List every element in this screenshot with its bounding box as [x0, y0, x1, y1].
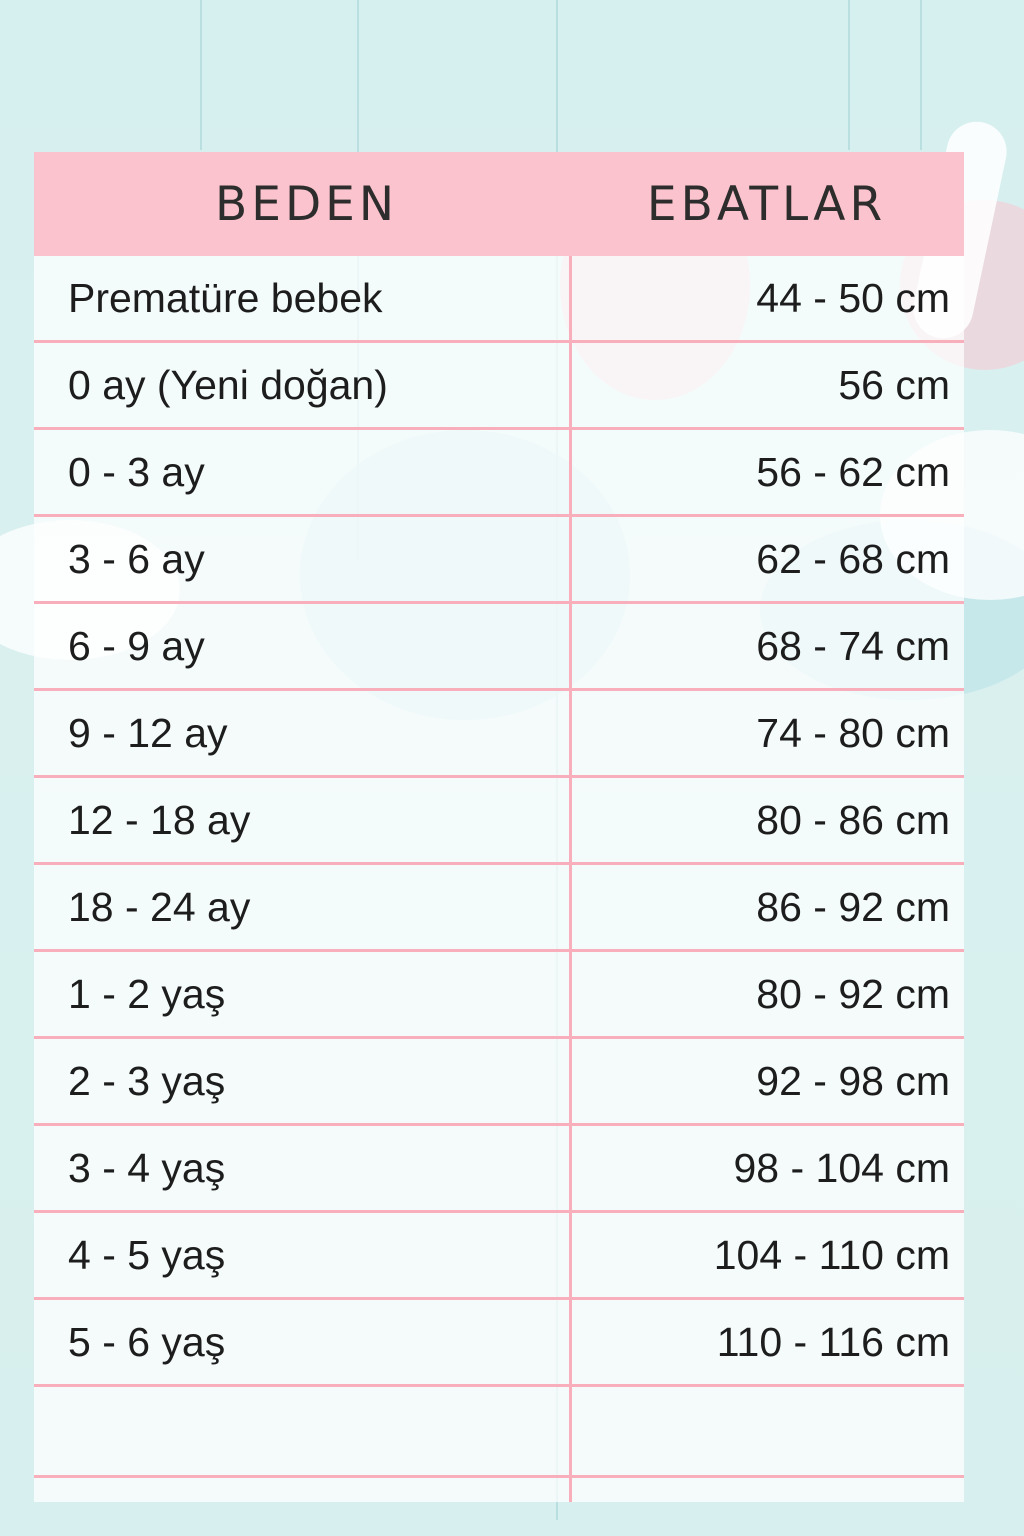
table-header-row: [34, 152, 964, 256]
cell-ebat: 74 - 80 cm: [756, 709, 950, 756]
cell-beden: 1 - 2 yaş: [68, 970, 226, 1017]
cell-beden: 4 - 5 yaş: [68, 1231, 226, 1278]
cell-ebat: 56 - 62 cm: [756, 448, 950, 495]
cell-ebat: 56 cm: [838, 361, 950, 408]
table-row: [34, 865, 964, 952]
cell-beden: 3 - 4 yaş: [68, 1144, 226, 1191]
cell-beden: 5 - 6 yaş: [68, 1318, 226, 1365]
cell-ebat: 92 - 98 cm: [756, 1057, 950, 1104]
cell-ebat: 80 - 86 cm: [756, 796, 950, 843]
column-header-ebatlar: EBATLAR: [646, 176, 887, 232]
table-card: [34, 152, 964, 1502]
cell-beden: 9 - 12 ay: [68, 709, 228, 756]
cell-beden: 12 - 18 ay: [68, 796, 251, 843]
column-header-beden: BEDEN: [215, 176, 398, 232]
cell-ebat: 80 - 92 cm: [756, 970, 950, 1017]
cell-ebat: 110 - 116 cm: [716, 1318, 950, 1365]
cell-ebat: 98 - 104 cm: [733, 1144, 950, 1191]
decorative-vertical-line: [200, 0, 202, 150]
cell-beden: 18 - 24 ay: [68, 883, 251, 930]
table-row: [34, 604, 964, 691]
size-chart-table: [34, 152, 964, 1502]
cell-beden: 0 - 3 ay: [68, 448, 205, 495]
table-row: [34, 256, 964, 343]
table-row: [34, 1039, 964, 1126]
cell-ebat: 62 - 68 cm: [756, 535, 950, 582]
table-row: [34, 1300, 964, 1387]
decorative-vertical-line: [920, 0, 922, 150]
cell-ebat: 104 - 110 cm: [713, 1231, 950, 1278]
table-row: [34, 1126, 964, 1213]
table-row: [34, 778, 964, 865]
cell-beden: 6 - 9 ay: [68, 622, 205, 669]
cell-ebat: 68 - 74 cm: [756, 622, 950, 669]
table-body: [34, 256, 964, 1478]
cell-ebat: 86 - 92 cm: [756, 883, 950, 930]
table-row: [34, 430, 964, 517]
cell-ebat: 44 - 50 cm: [756, 274, 950, 321]
cell-beden: 0 ay (Yeni doğan): [68, 361, 388, 408]
table-row: [34, 691, 964, 778]
table-row: [34, 517, 964, 604]
cell-beden: Prematüre bebek: [68, 274, 383, 321]
table-empty-row: [34, 1387, 964, 1478]
decorative-vertical-line: [848, 0, 850, 150]
table-row: [34, 343, 964, 430]
cell-beden: 2 - 3 yaş: [68, 1057, 226, 1104]
cell-beden: 3 - 6 ay: [68, 535, 205, 582]
table-row: [34, 1213, 964, 1300]
table-row: [34, 952, 964, 1039]
